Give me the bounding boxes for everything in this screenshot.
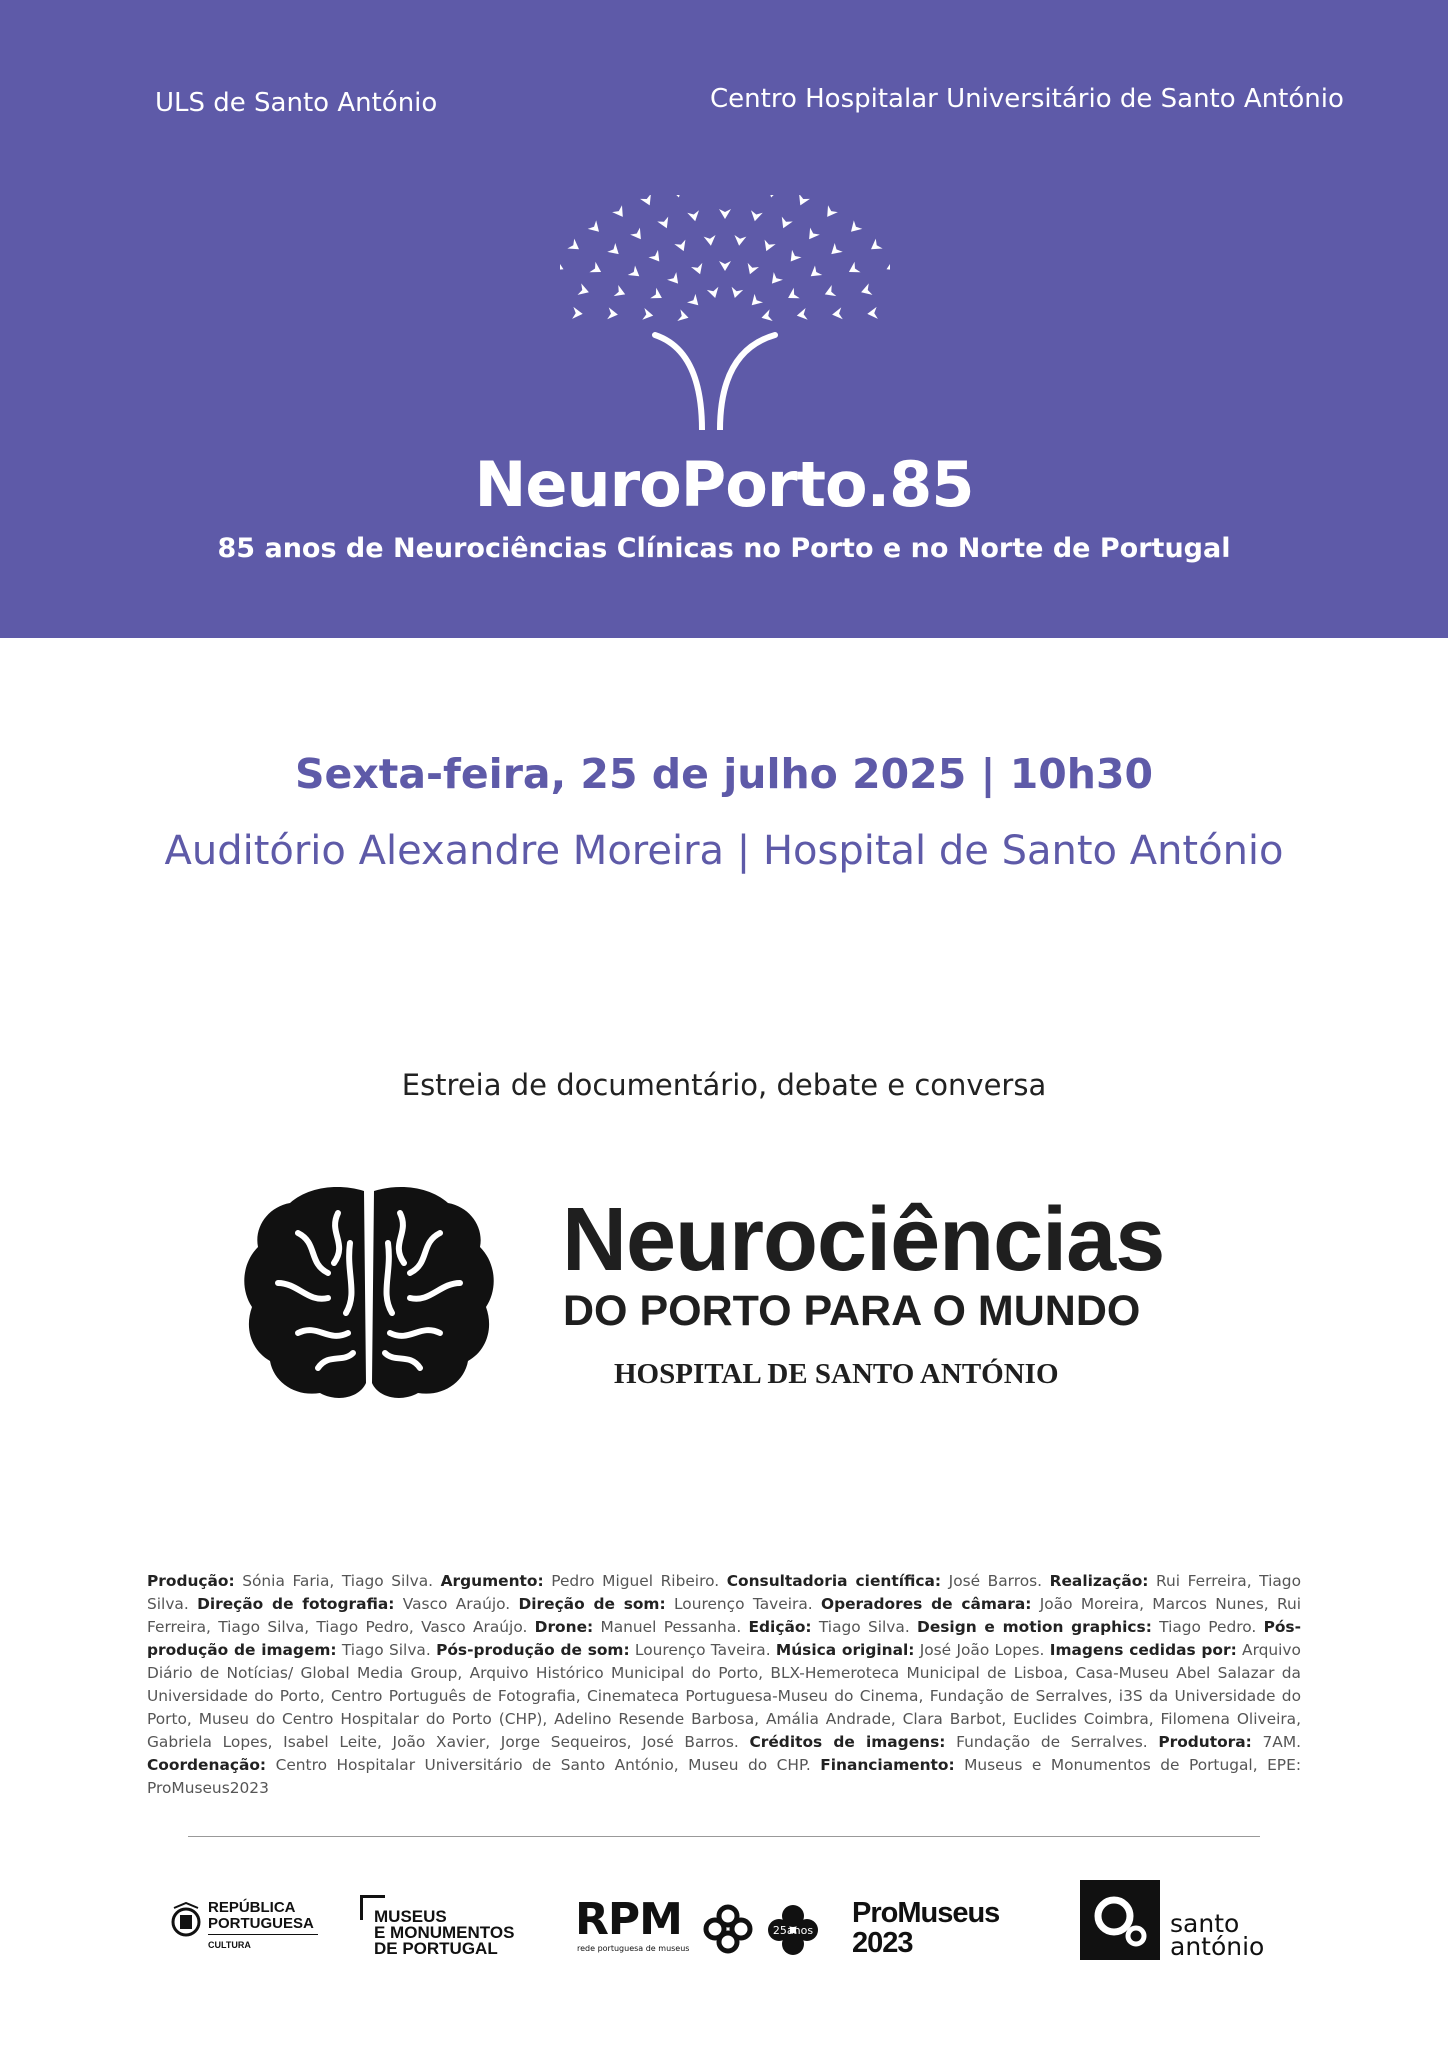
credit-label: Realização: (1049, 1572, 1149, 1590)
credit-label: Financiamento: (820, 1756, 955, 1774)
credit-value: José Barros. (941, 1572, 1050, 1590)
tree-leaf (650, 288, 665, 303)
brain-icon (238, 1183, 500, 1403)
hospital-center-label: Centro Hospitalar Universitário de Santo António (710, 84, 1344, 114)
tree-leaf (607, 243, 622, 259)
credit-value: Tiago Pedro. (1151, 1618, 1264, 1636)
tree-leaf (795, 195, 810, 208)
credit-value: Fundação de Serralves. (945, 1733, 1159, 1751)
event-title: NeuroPorto.85 (474, 448, 974, 521)
tree-leaf (785, 288, 800, 303)
tree-leaf (733, 235, 746, 246)
tree-leaf (778, 217, 793, 231)
tree-leaf (729, 287, 743, 300)
tree-leaf (747, 294, 763, 310)
tree-leaf (707, 287, 721, 300)
credits-block (147, 1570, 1301, 1800)
tree-leaf (567, 239, 582, 255)
credit-label: Operadores de câmara: (821, 1595, 1032, 1613)
credit-label: Edição: (748, 1618, 812, 1636)
tree-leaf (560, 260, 566, 275)
republica-emblem-icon (170, 1902, 202, 1942)
tree-leaf (859, 283, 872, 298)
credit-label: Design e motion graphics: (917, 1618, 1152, 1636)
tree-leaf (868, 239, 883, 255)
tree-leaf (687, 294, 703, 310)
tree-leaf (578, 283, 591, 298)
credit-value: 7AM. (1251, 1733, 1302, 1751)
rpm-logo (575, 1894, 825, 1960)
tree-leaf (691, 263, 706, 277)
republica-line1: REPÚBLICA (208, 1899, 296, 1916)
credit-label: Coordenação: (147, 1756, 267, 1774)
rpm-subtitle: rede portuguesa de museus (577, 1944, 690, 1953)
credit-label: Créditos de imagens: (749, 1733, 946, 1751)
santo-antonio-line1: santo (1170, 1909, 1240, 1938)
credit-label: Pós-produção de som: (436, 1641, 630, 1659)
tree-leaf (640, 195, 655, 208)
santo-antonio-icon (1080, 1880, 1160, 1960)
event-subtitle: 85 anos de Neurociências Clínicas no Porto e no Norte de Portugal (217, 533, 1231, 564)
credit-label: Drone: (534, 1618, 594, 1636)
tree-leaf (642, 308, 654, 322)
tree-leaf (607, 307, 618, 320)
documentary-subtitle: DO PORTO PARA O MUNDO (563, 1287, 1141, 1335)
museus-line1: MUSEUS (374, 1907, 447, 1926)
credit-label: Direção de som: (518, 1595, 666, 1613)
rpm-word: RPM (575, 1894, 682, 1945)
credit-label: Imagens cedidas por: (1049, 1641, 1237, 1659)
tree-leaf (760, 309, 773, 323)
credit-value: Centro Hospitalar Universitário de Santo António, Museu do CHP. (266, 1756, 821, 1774)
credit-label: Consultadoria científica: (726, 1572, 942, 1590)
credit-label: Música original: (775, 1641, 915, 1659)
tree-leaf (614, 285, 628, 300)
tree-leaf (687, 210, 701, 222)
credit-label: Produtora: (1158, 1733, 1252, 1751)
credit-value: Arquivo Diário de Notícias/ Global Media Group, Arquivo Histórico Municipal do Porto, BLX-Hemeroteca Municipal de Lisboa, Casa-Museu Abel Salazar da Universidade do Porto, Centro Português de Fotografia, Cinemateca Portuguesa-Museu do Cinema, Fundação de Serralves, i3S da Universidade do Porto, Museu do Centro Hospitalar do Porto (CHP), Adelino Resende Barbosa, Amália Andrade, Clara Barbot, Euclides Coimbra, Filomena Oliveira, Gabriela Lopes, Isabel Leite, João Xavier, Jorge Sequeiros, José Barros. (147, 1641, 1301, 1751)
republica-portuguesa-logo (170, 1898, 320, 1960)
tree-leaf (612, 205, 628, 220)
tree-leaf (767, 272, 783, 287)
credit-label: Pós-produção de imagem: (147, 1618, 1301, 1659)
tree-leaf (677, 309, 690, 323)
tree-leaf (827, 243, 842, 259)
credit-value: Museus e Monumentos de Portugal, EPE: ProMuseus2023 (147, 1756, 1301, 1797)
tree-leaf (765, 195, 779, 199)
tree-leaf (588, 220, 604, 236)
credit-value: Manuel Pessanha. (593, 1618, 749, 1636)
museus-line3: DE PORTUGAL (374, 1939, 498, 1958)
tree-leaf (657, 217, 672, 231)
tree-leaf (572, 307, 583, 320)
santo-antonio-line2: antónio (1170, 1932, 1265, 1961)
tree-leaf (749, 210, 763, 222)
tree-leaf (589, 262, 604, 277)
credit-value: Lourenço Taveira. (629, 1641, 776, 1659)
credit-label: Direção de fotografia: (197, 1595, 395, 1613)
credit-value: José João Lopes. (914, 1641, 1050, 1659)
tree-leaf (884, 260, 890, 275)
tree-leaf (648, 250, 664, 265)
tree-leaf (807, 265, 822, 281)
event-date-time: Sexta-feira, 25 de julho 2025 | 10h30 (294, 750, 1154, 798)
rpm-anos-label: 25anos (772, 1924, 814, 1937)
tree-leaf (674, 240, 689, 254)
tree-leaf (847, 220, 863, 236)
tree-leaf (804, 228, 820, 243)
credit-label: Argumento: (440, 1572, 544, 1590)
tree-leaf (761, 240, 776, 254)
uls-label: ULS de Santo António (155, 88, 438, 118)
credit-label: Produção: (147, 1572, 235, 1590)
tree-leaf (867, 307, 878, 320)
credit-value: Vasco Araújo. (394, 1595, 519, 1613)
event-description: Estreia de documentário, debate e conversa (401, 1068, 1047, 1102)
tree-leaf (796, 308, 808, 322)
rpm-25-anos-icon (767, 1904, 819, 1956)
documentary-institution: HOSPITAL DE SANTO ANTÓNIO (614, 1358, 1059, 1390)
credit-value: Tiago Silva. (811, 1618, 918, 1636)
republica-rule (208, 1934, 318, 1935)
event-venue: Auditório Alexandre Moreira | Hospital de Santo António (164, 828, 1284, 874)
promuseus-line2: 2023 (852, 1927, 913, 1959)
tree-leaf (823, 285, 837, 300)
tree-leaf (667, 272, 683, 287)
tree-leaf (719, 261, 731, 271)
tree-leaf (628, 265, 643, 281)
tree-logo-icon (560, 195, 890, 430)
footer-divider (188, 1836, 1260, 1837)
tree-leaf (846, 262, 861, 277)
credit-value: Rui Ferreira, Tiago Silva. (147, 1572, 1301, 1613)
tree-leaf (786, 250, 802, 265)
credit-value: João Moreira, Marcos Nunes, Rui Ferreira, Tiago Silva, Tiago Pedro, Vasco Araújo. (147, 1595, 1302, 1636)
promuseus-line1: ProMuseus (852, 1897, 1000, 1929)
santo-antonio-logo (1080, 1880, 1300, 1964)
tree-leaf (744, 263, 759, 277)
tree-leaf (831, 307, 842, 320)
credit-value: Sónia Faria, Tiago Silva. (234, 1572, 441, 1590)
rpm-flower-icon (703, 1904, 753, 1954)
header-banner (0, 0, 1448, 638)
tree-leaf (822, 205, 838, 220)
republica-line2: PORTUGUESA (208, 1915, 314, 1932)
promuseus-logo (852, 1898, 1012, 1964)
credit-value: Pedro Miguel Ribeiro. (543, 1572, 727, 1590)
tree-leaf (630, 228, 646, 243)
credit-value: Lourenço Taveira. (665, 1595, 821, 1613)
documentary-title: Neurociências (562, 1190, 1165, 1290)
credit-value: Tiago Silva. (336, 1641, 437, 1659)
republica-line3: CULTURA (208, 1940, 251, 1950)
tree-leaf (719, 209, 731, 219)
museus-line2: E MONUMENTOS (374, 1923, 515, 1942)
tree-leaf (704, 235, 717, 246)
museus-monumentos-logo (360, 1895, 540, 1965)
tree-leaf (671, 195, 685, 199)
